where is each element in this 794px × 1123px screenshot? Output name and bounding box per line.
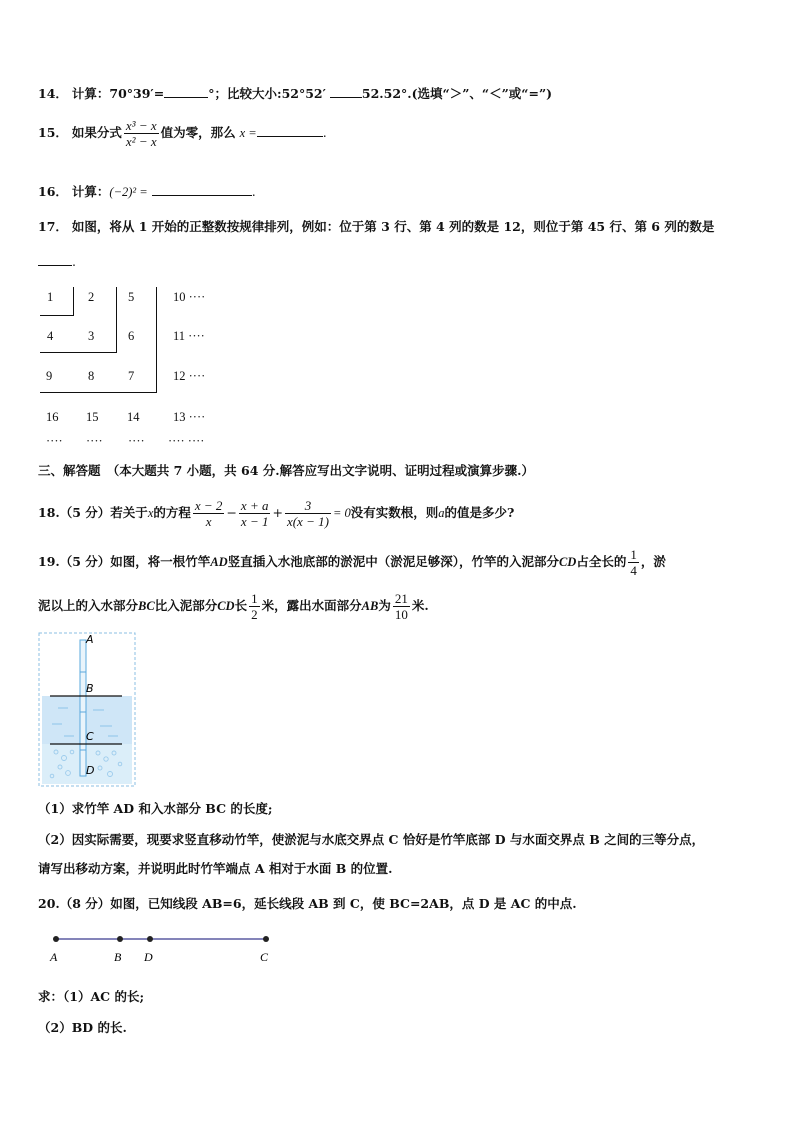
point-D [147,936,153,942]
point-A [53,936,59,942]
q19-f2-num: 1 [251,591,258,606]
q15-fraction [124,118,159,149]
q19-sub1-text: （1）求竹竿 AD 和入水部分 BC 的长度; [38,801,273,816]
grid-cell: 6 [128,329,135,343]
q18-f1-den: x [193,513,225,529]
q20-ask-2-text: （2）BD 的长. [38,1020,127,1035]
q18-text-3: 的值是多少? [444,505,515,520]
q19-fraction-quarter [628,547,639,578]
grid-cell: 7 [128,369,135,383]
grid-cell: ···· ···· [168,434,205,448]
grid-cell: 15 [86,410,99,424]
grid-cell: 1 [47,290,54,304]
q14-text-3: 52.52°.(选填“＞”、“＜”或“=”) [361,86,553,101]
label-point-D: D [144,950,153,964]
grid-cell: 9 [46,369,53,383]
q19-text-2a: 泥以上的入水部分 [38,598,139,613]
q14-number: 14． [38,86,68,101]
q18-plus: + [272,505,283,520]
grid-cell: 16 [46,410,59,424]
q19-f1-den: 4 [630,563,637,578]
q15-number: 15． [38,125,68,140]
q19-subquestion-2 [38,831,704,849]
label-B: B [86,682,94,695]
point-C [263,936,269,942]
grid-line [40,392,157,393]
q19-CD: CD [558,555,577,569]
q16-end: . [251,184,256,199]
grid-cell: ···· [86,434,103,448]
q19-f3-num: 21 [394,591,408,606]
q19-subquestion-1 [38,800,273,818]
grid-cell: 11 ···· [173,329,205,343]
q19-text-2b: 比入泥部分 [154,598,218,613]
point-B [117,936,123,942]
q18-fraction-3 [285,498,331,529]
q18-number: 18. [38,505,60,520]
q15-text-2: 值为零，那么 [160,125,236,140]
q18-score: （5 分）若关于 [59,505,148,520]
section-3-heading [38,462,534,480]
question-19-line-2 [38,589,429,623]
question-17 [38,218,714,236]
q18-var-x: x [147,506,154,520]
section-3-title: 三、解答题 （本大题共 7 小题，共 64 分.解答应写出文字说明、证明过程或演算步骤.） [38,463,534,478]
bamboo-pole [80,640,86,776]
label-A: A [86,633,94,646]
q15-text-1: 如果分式 [71,125,122,140]
q19-text-1a: （5 分）如图，将一根竹竿 [59,554,211,569]
q15-frac-denominator: x² − x [125,134,157,149]
q18-f2-den: x − 1 [240,514,269,529]
q19-text-2f: 米. [411,598,429,613]
label-point-B: B [114,950,122,964]
grid-cell: 12 ···· [173,369,206,383]
q18-fraction-1 [193,498,225,529]
q15-end: . [322,125,327,140]
label-C: C [86,730,94,743]
grid-cell: 8 [88,369,95,383]
q19-number: 19. [38,554,60,569]
grid-cell: 14 [127,410,140,424]
q16-blank[interactable] [152,182,252,196]
q19-text-2d: 米，露出水面部分 [261,598,362,613]
grid-line [73,287,74,315]
question-19-line-1 [38,545,666,579]
q19-BC: BC [138,599,155,613]
q14-blank-1[interactable] [164,84,208,98]
q14-text-1: 计算：70°39′= [71,86,165,101]
q20-number: 20. [38,896,60,911]
q18-text-1: 的方程 [153,505,191,520]
q20-ask-2 [38,1019,127,1037]
q20-ask-1 [38,988,144,1006]
q15-frac-numerator: x³ − x [125,118,157,133]
grid-cell: 3 [88,329,95,343]
q18-f3-num: 3 [304,498,312,513]
q20-ask-1-text: 求：（1）AC 的长; [38,989,145,1004]
grid-cell: 4 [47,329,54,343]
q18-var-a: a [438,506,445,520]
q14-text-2: °；比较大小:52°52′ [208,86,326,101]
q16-expression: (−2)² = [109,185,148,199]
q19-subquestion-2-cont [38,860,393,878]
q17-text: 如图，将从 1 开始的正整数按规律排列，例如：位于第 3 行、第 4 列的数是 12，则位于第 45 行、第 6 列的数是 [71,219,715,234]
q17-number: 17． [38,219,68,234]
q20-line-segment-figure [44,928,284,968]
q19-bamboo-pool-figure [38,632,136,787]
q15-blank[interactable] [257,123,323,137]
q17-answer-line [38,252,76,271]
grid-cell: 2 [88,290,95,304]
q18-equals-zero: = 0 [332,506,351,520]
question-14 [38,84,552,103]
label-D: D [86,764,95,777]
question-15 [38,118,327,149]
q19-f3-den: 10 [394,607,408,622]
q18-fraction-2 [239,498,271,529]
q19-sub2-text-a: （2）因实际需要，现要求竖直移动竹竿，使淤泥与水底交界点 C 恰好是竹竿底部 D 与水面交界点 B 之间的三等分点， [38,832,705,847]
label-point-C: C [260,950,269,964]
q17-blank[interactable] [38,252,72,266]
q19-AB: AB [361,599,379,613]
grid-cell: 10 ···· [173,290,206,304]
question-16 [38,182,256,201]
q17-end: . [72,254,76,269]
grid-cell: 13 ···· [173,410,206,424]
q19-text-1c: 占全长的 [576,554,627,569]
q19-fraction-21-10 [393,591,410,622]
q18-f1-num: x − 2 [194,498,223,513]
q20-text: （8 分）如图，已知线段 AB=6，延长线段 AB 到 C，使 BC=2AB，点 D 是 AC 的中点. [59,896,577,911]
grid-line [40,352,117,353]
q19-f2-den: 2 [251,607,258,622]
q19-fraction-half [249,591,260,622]
q14-blank-2[interactable] [330,84,362,98]
q19-sub2-text-b: 请写出移动方案，并说明此时竹竿端点 A 相对于水面 B 的位置. [38,861,393,876]
q19-text-1b: 竖直插入水池底部的淤泥中（淤泥足够深），竹竿的入泥部分 [227,554,559,569]
label-point-A: A [50,950,58,964]
q19-text-1d: ，淤 [640,554,666,569]
q15-variable: x = [239,126,257,140]
grid-cell: ···· [128,434,145,448]
grid-line [40,315,74,316]
q18-minus: − [226,505,237,520]
q16-text: 计算： [71,184,110,199]
grid-line [156,287,157,393]
question-18 [38,496,514,530]
q18-text-2: 没有实数根，则 [350,505,439,520]
q18-f2-num: x + a [240,498,269,513]
q19-AD: AD [210,555,228,569]
q19-text-2e: 为 [378,598,391,613]
q16-number: 16． [38,184,68,199]
q19-CD-2: CD [217,599,235,613]
grid-line [116,287,117,353]
grid-cell: ···· [46,434,63,448]
grid-cell: 5 [128,290,135,304]
q19-text-2c: 长 [234,598,248,613]
question-20 [38,895,577,913]
q19-f1-num: 1 [630,547,637,562]
q18-f3-den: x(x − 1) [286,514,329,529]
